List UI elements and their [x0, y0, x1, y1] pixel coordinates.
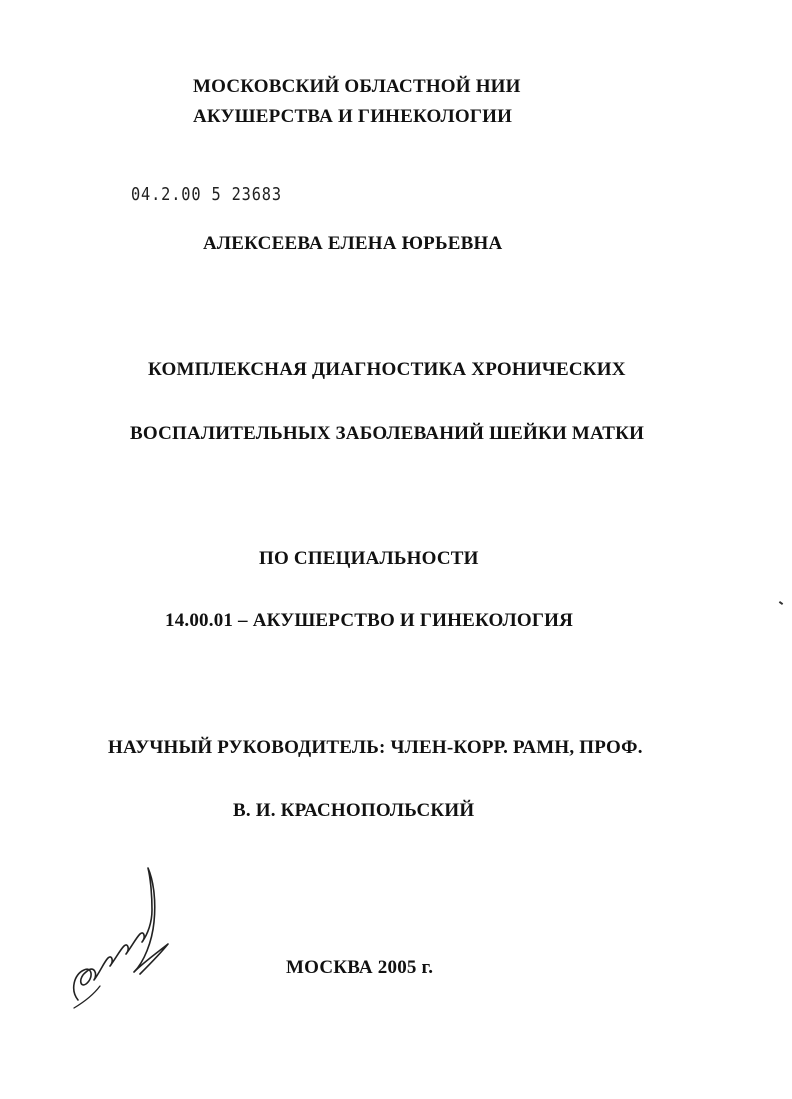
- supervisor-line-2: В. И. КРАСНОПОЛЬСКИЙ: [233, 800, 475, 821]
- institution-line-1: МОСКОВСКИЙ ОБЛАСТНОЙ НИИ: [193, 76, 521, 97]
- specialty-heading: ПО СПЕЦИАЛЬНОСТИ: [259, 548, 479, 569]
- supervisor-line-1: НАУЧНЫЙ РУКОВОДИТЕЛЬ: ЧЛЕН-КОРР. РАМН, ПРОФ.: [108, 737, 643, 758]
- thesis-title-line-1: КОМПЛЕКСНАЯ ДИАГНОСТИКА ХРОНИЧЕСКИХ: [148, 359, 626, 380]
- place-year: МОСКВА 2005 г.: [286, 957, 434, 978]
- specialty-code: 14.00.01 – АКУШЕРСТВО И ГИНЕКОЛОГИЯ: [165, 610, 574, 631]
- archive-stamp-number: 04.2.00 5 23683: [131, 184, 282, 205]
- institution-line-2: АКУШЕРСТВА И ГИНЕКОЛОГИИ: [193, 106, 513, 127]
- handwritten-signature: [64, 862, 174, 1012]
- thesis-title-line-2: ВОСПАЛИТЕЛЬНЫХ ЗАБОЛЕВАНИЙ ШЕЙКИ МАТКИ: [130, 423, 645, 444]
- scan-speck: [779, 601, 783, 605]
- author-name: АЛЕКСЕЕВА ЕЛЕНА ЮРЬЕВНА: [203, 233, 503, 254]
